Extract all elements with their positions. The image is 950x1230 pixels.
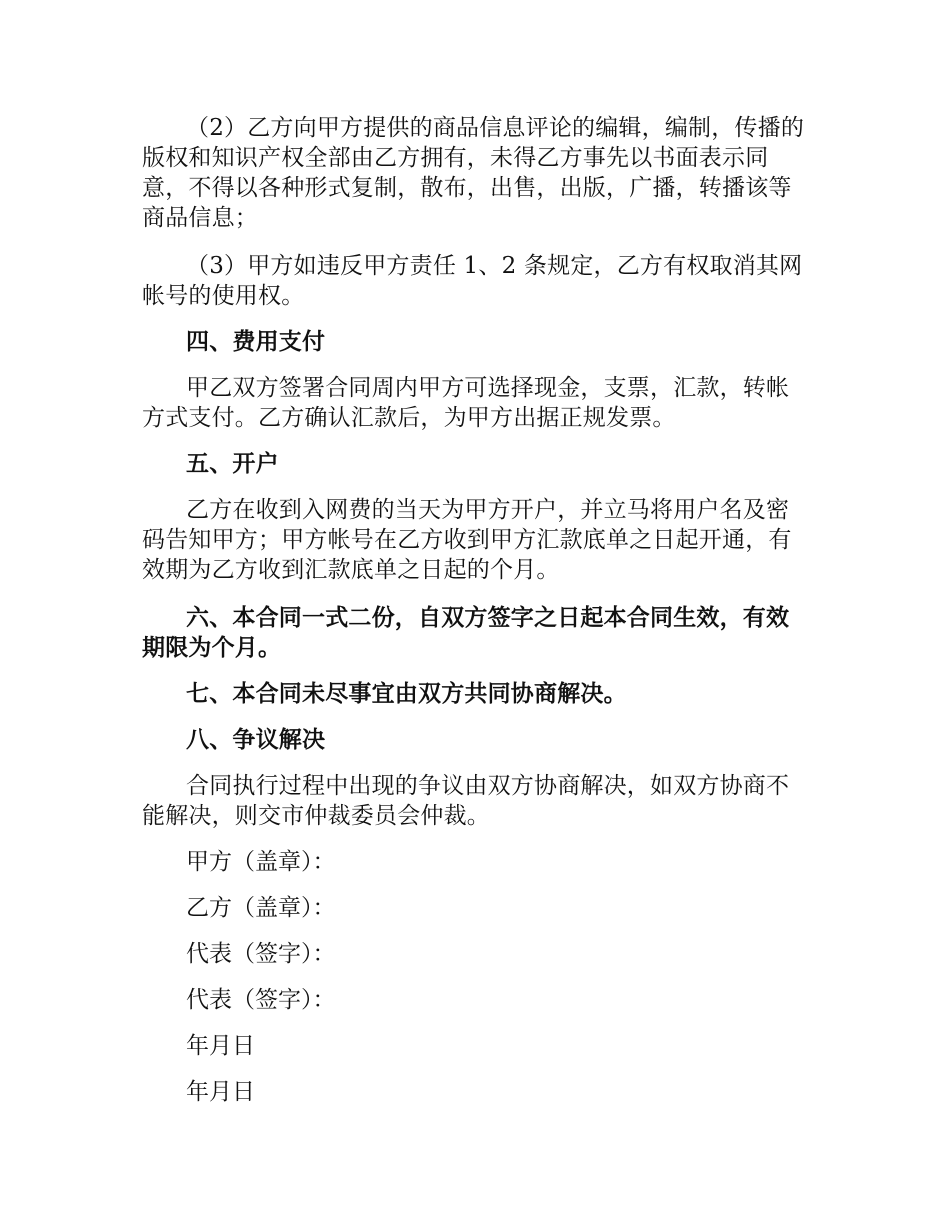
section-heading-account-opening: 五、开户 [186, 450, 279, 477]
payment-paragraph: 甲乙双方签署合同周内甲方可选择现金，支票，汇款，转帐方式支付。乙方确认汇款后，为甲方出据正规发票。 [142, 375, 790, 431]
date-line-a: 年月日 [186, 1033, 255, 1059]
dispute-resolution-paragraph: 合同执行过程中出现的争议由双方协商解决，如双方协商不能解决，则交市仲裁委员会仲裁。 [142, 773, 790, 829]
section-heading-payment: 四、费用支付 [186, 328, 326, 355]
section-seven-unresolved-matters: 七、本合同未尽事宜由双方共同协商解决。 [186, 680, 627, 707]
representative-signature-line-b: 代表（签字）： [186, 987, 336, 1013]
party-a-seal-line: 甲方（盖章）： [186, 849, 336, 875]
section-heading-dispute-resolution: 八、争议解决 [186, 726, 326, 753]
section-six-validity: 六、本合同一式二份，自双方签字之日起本合同生效，有效期限为个月。 [142, 604, 790, 661]
clause-3-account-revocation: （3）甲方如违反甲方责任 1、2 条规定，乙方有权取消其网帐号的使用权。 [142, 253, 803, 309]
date-line-b: 年月日 [186, 1079, 255, 1105]
clause-2-intellectual-property: （2）乙方向甲方提供的商品信息评论的编辑，编制，传播的版权和知识产权全部由乙方拥有，未得乙方事先以书面表示同意，不得以各种形式复制，散布，出售，出版，广播，转播该等商品信息； [142, 115, 805, 231]
party-b-seal-line: 乙方（盖章）： [186, 895, 336, 921]
account-opening-paragraph: 乙方在收到入网费的当天为甲方开户，并立马将用户名及密码告知甲方；甲方帐号在乙方收到甲方汇款底单之日起开通，有效期为乙方收到汇款底单之日起的个月。 [142, 497, 792, 583]
representative-signature-line-a: 代表（签字）： [186, 941, 336, 967]
